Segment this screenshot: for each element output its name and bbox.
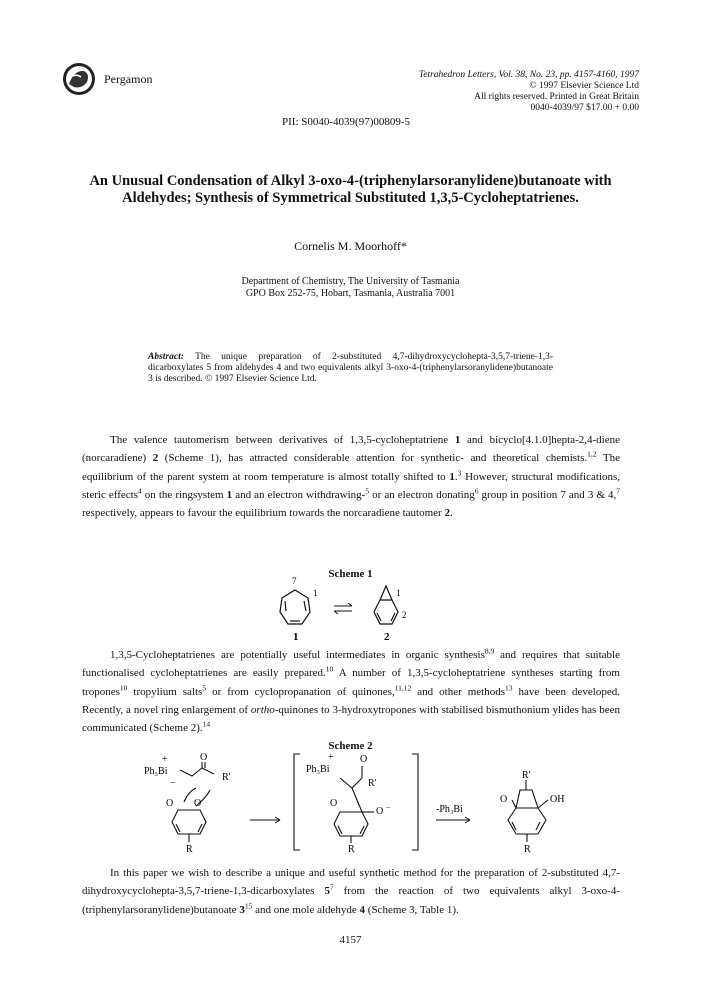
ph3bi-b: Ph₃Bi [306,764,330,775]
label-7: 7 [292,576,297,586]
reaction-arrow-1 [250,817,280,823]
r-b: R [348,844,355,855]
r-a: R [186,844,193,855]
tropone-product-structure [508,780,548,842]
label-1a: 1 [313,588,318,598]
label-2: 2 [402,610,407,620]
reaction-arrow-2 [436,817,470,823]
pii: PII: S0040-4039(97)00809-5 [282,116,411,128]
scheme2-diagram [140,750,580,860]
copyright: © 1997 Elsevier Science Ltd [529,81,639,91]
r-prime-a: R' [222,772,231,783]
o-d: O [360,754,368,765]
r-prime-b: R' [368,778,377,789]
pergamon-logo [62,62,96,96]
ph3bi-a: Ph₃Bi [144,766,168,777]
equilibrium-arrows [334,603,352,614]
compound-1-label: 1 [293,631,299,643]
o-minus: O [376,806,384,817]
journal-citation: Tetrahedron Letters, Vol. 38, No. 23, pp. 4157-4160, 1997 [418,70,639,80]
rights: All rights reserved. Printed in Great Britain [474,92,639,102]
intro-paragraph: The valence tautomerism between derivatives of 1,3,5-cycloheptatriene 1 and bicyclo[4.1.0]hepta-2,4-diene (norcaradiene) 2 (Scheme 1), has attracted considerable attention for synthetic- and theoretical chemists.$^{1,2}$ The equilibrium of the parent system at room temperature is almost totally shifted to 1.$^3$ However, structural modifications, steric effects$^4$ on the ringsystem 1 and an electron withdrawing-$^5$ or an electron donating$^6$ group in position 7 and 3 & 4,$^7$ respectively, appears to favour the equilibrium towards the norcaradiene tautomer 2. [82,434,621,520]
page-number: 4157 [339,934,362,946]
plus-a: + [162,754,168,765]
article-title: An Unusual Condensation of Alkyl 3-oxo-4-(triphenylarsoranylidene)butanoate with Aldehydes; Synthesis of Symmetrical Substituted 1,3,5-Cycloheptatrienes. [89,173,612,206]
oh-label: OH [550,794,565,805]
o-product: O [500,794,508,805]
norcaradiene-structure [374,586,398,624]
o-c: O [194,798,202,809]
abstract-label: Abstract: [148,352,184,362]
purpose-paragraph: In this paper we wish to describe a unique and useful synthetic method for the preparation of 2-substituted 4,7-dihydroxycyclohepta-3,5,7-triene-1,3-dicarboxylates $5^7$ from the reaction of two equivalents alkyl 3-oxo-4-(triphenylarsoranylidene)butanoate $3^{15}$ and one mole aldehyde 4 (Scheme 3, Table 1). [82,867,620,916]
scheme1-title: Scheme 1 [328,568,373,580]
r-c: R [524,844,531,855]
affiliation: Department of Chemistry, The University of Tasmania GPO Box 252-75, Hobart, Tasmania, Australia 7001 [241,276,460,299]
minus-a: − [170,778,176,789]
scheme1-diagram [240,574,460,644]
compound-2-label: 2 [384,631,390,643]
r-prime-c: R' [522,770,531,781]
label-1b: 1 [396,588,401,598]
scheme2-title: Scheme 2 [328,740,373,752]
abstract [148,352,553,386]
o-e: O [330,798,338,809]
issn: 0040-4039/97 $17.00 + 0.00 [530,103,639,113]
minus-b: − [386,803,391,812]
ylide-quinone-structure [172,762,214,842]
o-b: O [166,798,174,809]
plus-b: + [328,752,334,763]
synthesis-paragraph: 1,3,5-Cycloheptatrienes are potentially useful intermediates in organic synthesis$^{8,9}$ and requires that suitable functionalised cycloheptatrienes are easily prepared.$^{10}$ A number of 1,3,5-cycloheptatriene syntheses starting from tropones$^{10}$ tropylium salts$^5$ or from cyclopropanation of quinones,$^{11,12}$ and other methods$^{13}$ have been developed. Recently, a novel ring enlargement of ortho-quinones to 3-hydroxytropones with stabilised bismuthonium ylides has been communicated (Scheme 2).$^{14}$ [82,646,620,735]
elimination-label: -Ph₃Bi [436,804,463,815]
o-a: O [200,752,208,763]
author: Cornelis M. Moorhoff* [294,239,407,253]
abstract-text: The unique preparation of 2-substituted 4,7-dihydroxycyclohepta-3,5,7-triene-1,3-dicarboxylates 5 from aldehydes 4 and two equivalents alkyl 3-oxo-4-(triphenylarsoranylidene)butanoate 3 is described. © 1997 Elsevier Science Ltd. [148,352,553,385]
publisher-name: Pergamon [104,72,153,86]
cycloheptatriene-structure [280,590,310,624]
